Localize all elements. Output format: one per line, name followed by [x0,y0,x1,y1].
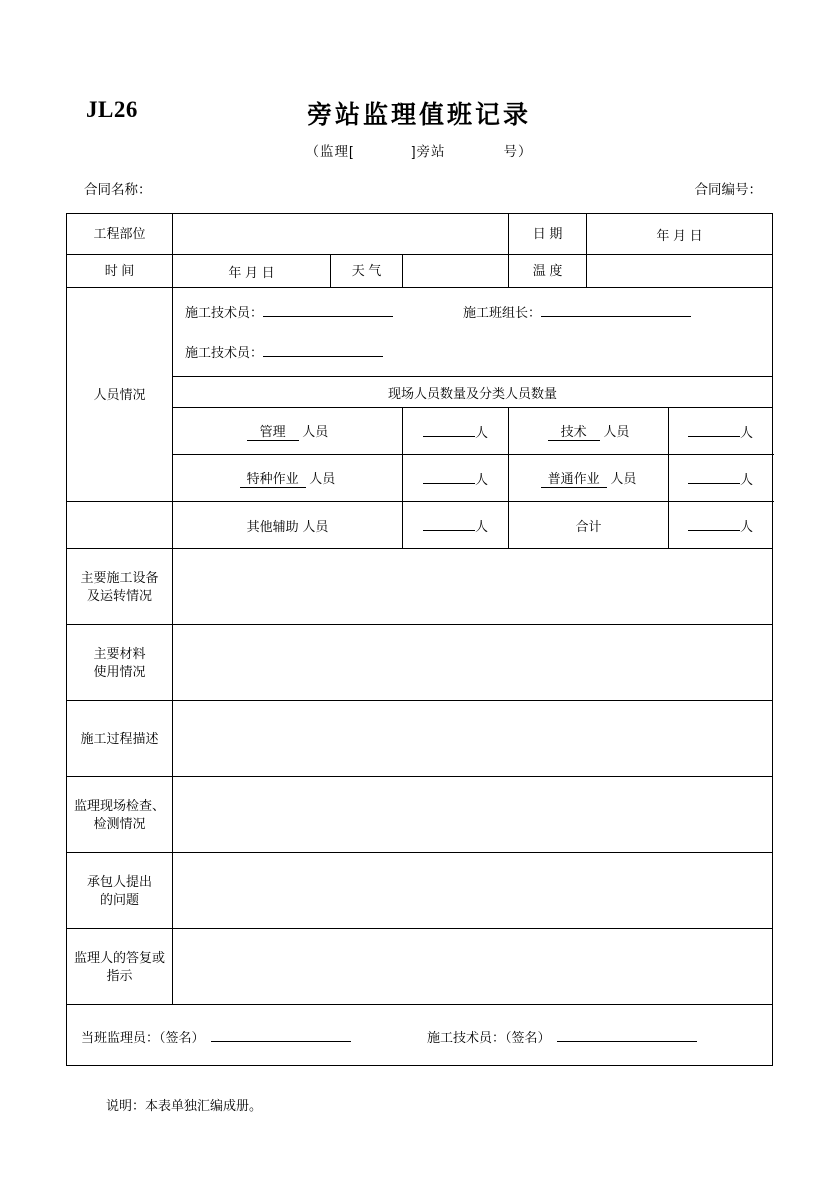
table-row [67,549,773,625]
unit-special: 人 [475,471,489,487]
cat-suffix-auxiliary: 人员 [302,518,329,534]
category-value-management[interactable] [403,408,509,455]
label-line2: 使用情况 [93,663,146,679]
contract-name-label: 合同名称： [84,182,152,197]
field-date[interactable]: 年 月 日 [587,214,773,255]
doc-code: JL26 [86,97,138,122]
label-line1: 主要材料 [93,645,146,661]
field-section-equipment[interactable] [173,549,773,625]
label-temperature: 温 度 [509,255,587,288]
table-row [67,288,773,377]
contract-line [66,178,772,198]
label-line2: 及运转情况 [86,587,152,603]
category-value-general[interactable] [669,455,773,502]
cat-suffix-technical: 人员 [603,424,630,439]
label-engineering-part: 工程部位 [67,214,173,255]
table-row [67,255,773,288]
blank-special-count[interactable] [423,470,475,484]
field-section-process[interactable] [173,701,773,777]
field-section-materials[interactable] [173,625,773,701]
signature-supervisor[interactable] [81,1027,351,1046]
field-section-inspection[interactable] [173,777,773,853]
unit-technical: 人 [740,424,754,440]
label-section-equipment [67,549,173,625]
field-team-leader[interactable] [463,302,691,321]
signature-technician-blank[interactable] [557,1028,697,1042]
table-row [67,625,773,701]
label-tech-staff-1: 施工技术员： [185,305,264,320]
field-temperature[interactable] [587,255,773,288]
subtitle-prefix: （监理[ [305,144,354,159]
label-line2: 的问题 [99,891,139,907]
cat-name-total: 合计 [575,518,602,534]
unit-total: 人 [740,518,754,534]
unit-auxiliary: 人 [475,518,489,534]
category-label-special [173,455,403,502]
blank-general-count[interactable] [688,470,740,484]
table-row [67,1005,773,1066]
cat-name-technical: 技术 [548,421,600,441]
cat-name-management: 管理 [247,421,299,441]
label-team-leader: 施工班组长： [463,305,542,320]
cat-suffix-special: 人员 [309,471,336,486]
label-personnel-spacer [67,502,173,549]
blank-total-count[interactable] [688,517,740,531]
footnote: 说明：本表单独汇编成册。 [106,1098,263,1113]
table-row [67,701,773,777]
label-line1: 主要施工设备 [80,569,159,585]
field-time[interactable]: 年 月 日 [173,255,331,288]
field-tech-staff-2[interactable] [185,342,383,361]
table-row [67,455,773,502]
signature-technician[interactable] [427,1027,697,1046]
subtitle-suffix: 号） [503,144,533,159]
label-line1: 监理人的答复或 [73,949,165,965]
category-value-total[interactable] [669,502,773,549]
cat-suffix-management: 人员 [302,424,329,439]
label-line2: 指示 [106,967,133,983]
personnel-names-block [173,288,773,377]
field-section-supervisor-reply[interactable] [173,929,773,1005]
field-weather[interactable] [403,255,509,288]
cat-suffix-general: 人员 [610,471,637,486]
category-value-technical[interactable] [669,408,773,455]
blank-team-leader[interactable] [541,303,691,317]
label-section-contractor-issues [67,853,173,929]
signature-supervisor-blank[interactable] [211,1028,351,1042]
table-row [67,777,773,853]
label-personnel: 人员情况 [67,288,173,502]
blank-technical-count[interactable] [688,423,740,437]
label-line2: 检测情况 [93,815,146,831]
field-tech-staff-1[interactable] [185,302,393,321]
category-value-auxiliary[interactable] [403,502,509,549]
label-weather: 天 气 [331,255,403,288]
signature-technician-label: 施工技术员：（签名） [427,1030,551,1045]
page-title: 旁站监理值班记录 [306,101,531,129]
category-label-total [509,502,669,549]
label-time: 时 间 [67,255,173,288]
unit-general: 人 [740,471,754,487]
subtitle-mid: ]旁站 [411,144,446,159]
cat-name-special: 特种作业 [240,468,306,488]
cat-name-auxiliary: 其他辅助 [246,518,299,534]
main-form-table [66,213,773,1066]
label-line1: 承包人提出 [86,873,152,889]
unit-management: 人 [475,424,489,440]
table-row [67,377,773,408]
category-label-management [173,408,403,455]
table-row [67,214,773,255]
label-line1: 施工过程描述 [80,730,159,746]
blank-auxiliary-count[interactable] [423,517,475,531]
table-row [67,929,773,1005]
label-line1: 监理现场检查、 [73,797,165,813]
blank-tech-staff-1[interactable] [263,303,393,317]
category-label-general [509,455,669,502]
field-section-contractor-issues[interactable] [173,853,773,929]
table-row [67,408,773,455]
site-personnel-count-note: 现场人员数量及分类人员数量 [173,377,773,408]
label-section-supervisor-reply [67,929,173,1005]
signature-block [67,1005,773,1066]
category-label-technical [509,408,669,455]
label-date: 日 期 [509,214,587,255]
label-tech-staff-2: 施工技术员： [185,345,264,360]
label-section-process [67,701,173,777]
document-header [66,95,772,135]
doc-subtitle [0,140,838,160]
contract-no-label: 合同编号： [694,182,762,197]
signature-supervisor-label: 当班监理员：（签名） [81,1030,205,1045]
label-section-materials [67,625,173,701]
category-label-auxiliary [173,502,403,549]
blank-tech-staff-2[interactable] [263,343,383,357]
table-row [67,853,773,929]
blank-management-count[interactable] [423,423,475,437]
field-engineering-part[interactable] [173,214,509,255]
cat-name-general: 普通作业 [541,468,607,488]
category-value-special[interactable] [403,455,509,502]
label-section-inspection [67,777,173,853]
table-row [67,502,773,549]
